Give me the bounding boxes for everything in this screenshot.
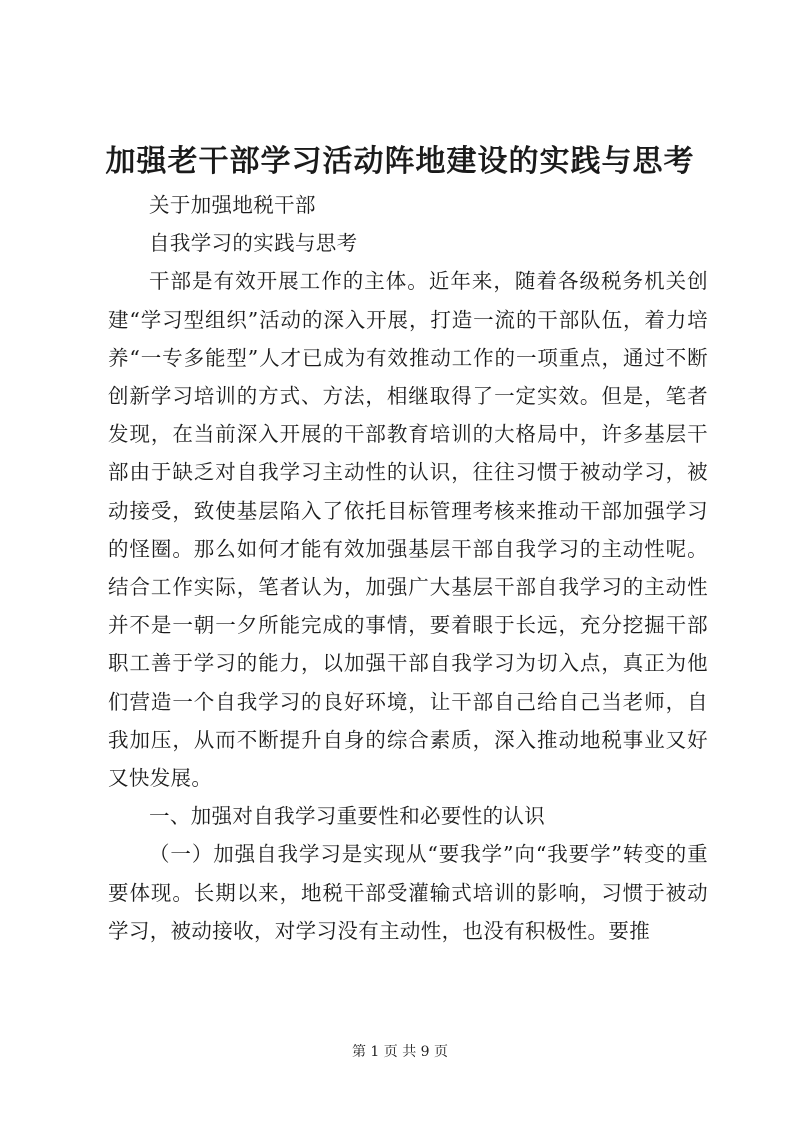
document-title: 加强老干部学习活动阵地建设的实践与思考: [105, 144, 695, 179]
section-heading-1: 一、加强对自我学习重要性和必要性的认识: [149, 804, 546, 829]
document-body: [108, 186, 708, 950]
paragraph-subtitle-line-1: 关于加强地税干部: [149, 193, 316, 217]
paragraph-section-1-1: （一）加强自我学习是实现从“要我学”向“我要学”转变的重要体现。长期以来，地税干部受灌输式培训的影响，习惯于被动学习，被动接收，对学习没有主动性，也没有积极性。要推: [108, 842, 708, 943]
paragraph-introduction: 干部是有效开展工作的主体。近年来，随着各级税务机关创建“学习型组织”活动的深入开展，打造一流的干部队伍，着力培养“一专多能型”人才已成为有效推动工作的一项重点，通过不断创新学习培训的方式、方法，相继取得了一定实效。但是，笔者发现，在当前深入开展的干部教育培训的大格局中，许多基层干部由于缺乏对自我学习主动性的认识，往往习惯于被动学习，被动接受，致使基层陷入了依托目标管理考核来推动干部加强学习的怪圈。那么如何才能有效加强基层干部自我学习的主动性呢。结合工作实际，笔者认为，加强广大基层干部自我学习的主动性并不是一朝一夕所能完成的事情，要着眼于长远，充分挖掘干部职工善于学习的能力，以加强干部自我学习为切入点，真正为他们营造一个自我学习的良好环境，让干部自己给自己当老师，自我加压，从而不断提升自身的综合素质，深入推动地税事业又好又快发展。: [108, 269, 708, 791]
page-footer: 第 1 页 共 9 页: [351, 1044, 449, 1060]
paragraph-subtitle-line-2: 自我学习的实践与思考: [149, 231, 358, 256]
